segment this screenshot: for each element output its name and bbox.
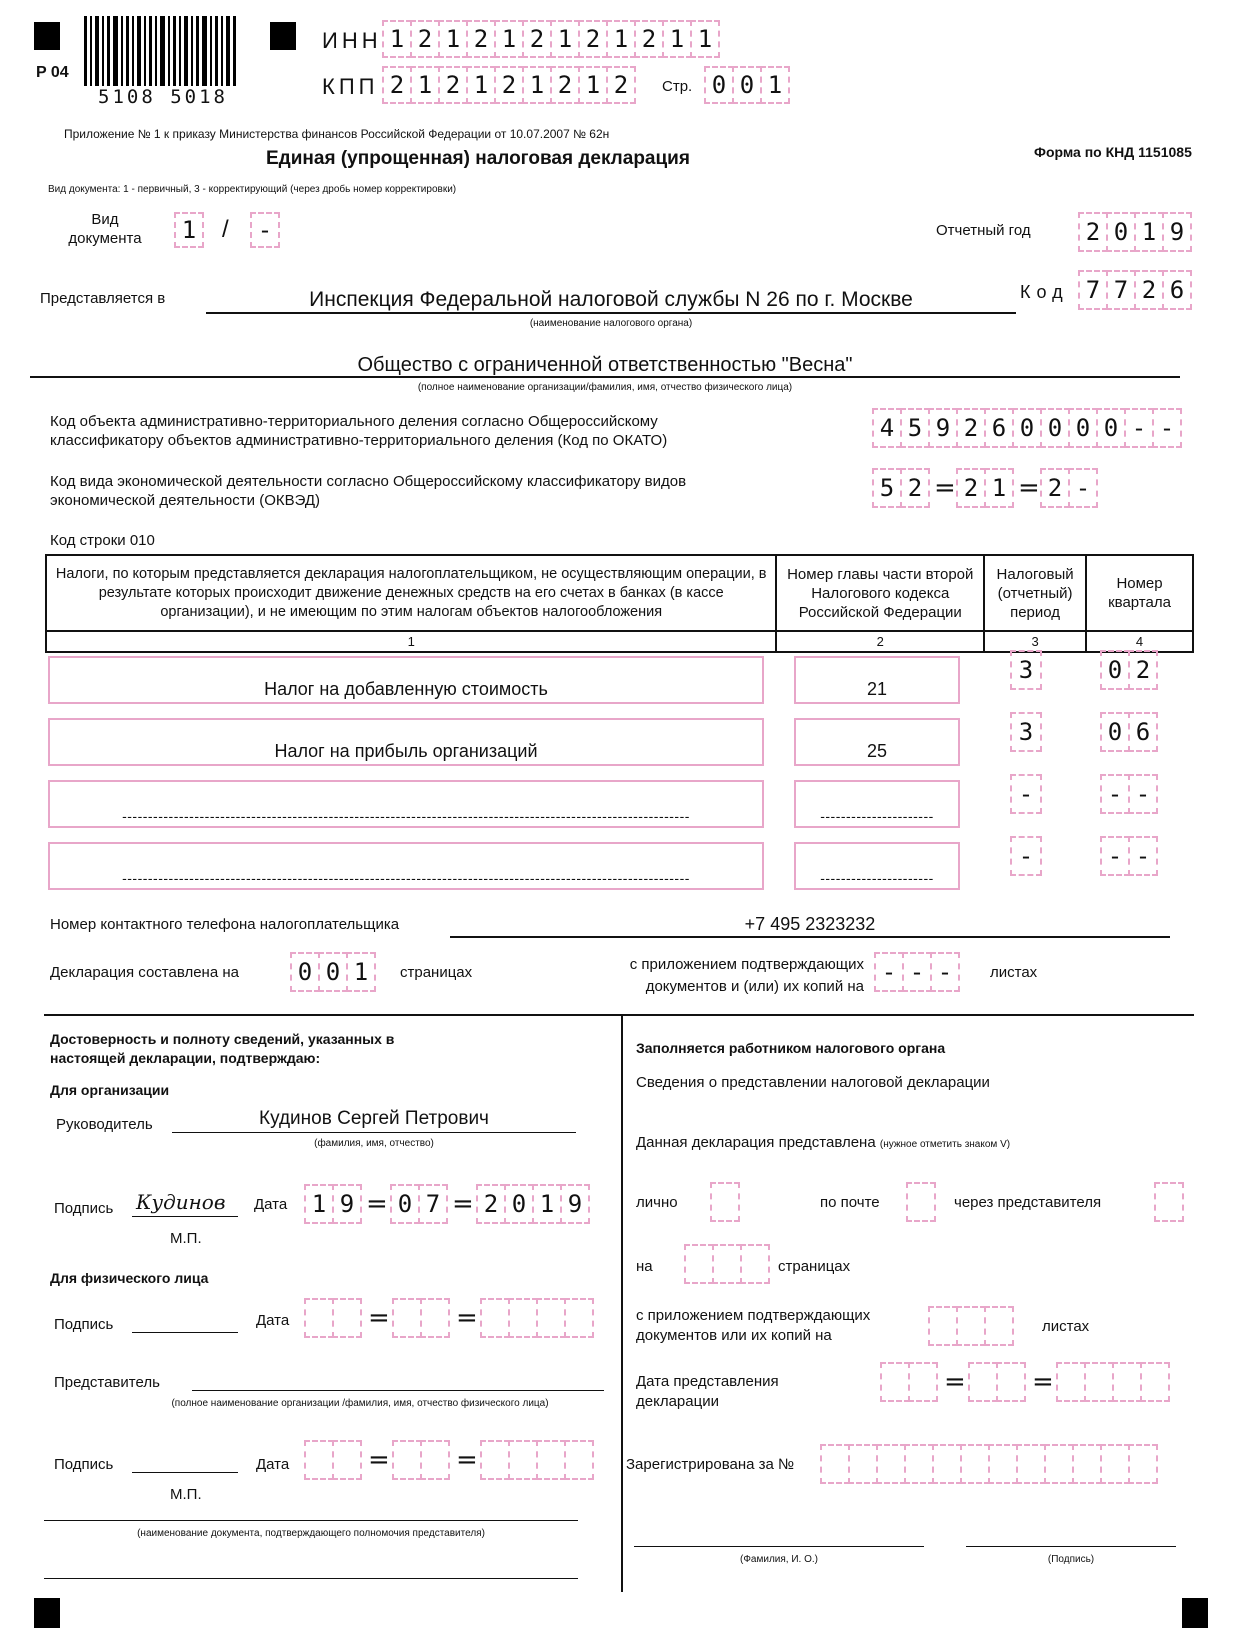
kpp-cell[interactable]: 1: [410, 66, 440, 104]
rep-underline: [192, 1390, 604, 1391]
tax-period-cell[interactable]: -: [1010, 836, 1042, 876]
okato-cell[interactable]: 0: [1012, 408, 1042, 448]
empty-digit-cell[interactable]: [996, 1362, 1026, 1402]
organization-underline: [30, 376, 1180, 378]
empty-digit-cell[interactable]: [480, 1440, 510, 1480]
col2-header: Номер главы части второй Налогового кодекса Российской Федерации: [776, 555, 984, 631]
page-cell[interactable]: 0: [704, 66, 734, 104]
section-divider: [44, 1014, 1194, 1016]
kpp-cell[interactable]: 1: [522, 66, 552, 104]
col4-number: 4: [1086, 631, 1193, 652]
tax-quarter-cell[interactable]: 0: [1100, 712, 1130, 752]
rep-sign-label: Подпись: [54, 1456, 114, 1473]
okato-cell[interactable]: 2: [956, 408, 986, 448]
kpp-cell[interactable]: 1: [466, 66, 496, 104]
tax-chapter[interactable]: ----------------------: [794, 780, 960, 828]
bottom-underline: [44, 1578, 578, 1579]
via-rep-label: через представителя: [954, 1194, 1102, 1211]
inn-cell[interactable]: 1: [494, 20, 524, 58]
pages-cell[interactable]: 1: [346, 952, 376, 992]
pages-label: Декларация составлена на: [50, 964, 239, 981]
authority-code-label: Код: [1020, 282, 1069, 302]
person-date-label: Дата: [256, 1312, 290, 1329]
date-separator: =: [368, 1445, 390, 1475]
registered-cell[interactable]: [988, 1444, 1018, 1484]
doc-underline: [44, 1520, 578, 1521]
date-cell[interactable]: 9: [560, 1184, 590, 1224]
registered-cell[interactable]: [1016, 1444, 1046, 1484]
inn-cell[interactable]: 2: [410, 20, 440, 58]
code-cell[interactable]: 7: [1078, 270, 1108, 310]
empty-digit-cell[interactable]: [880, 1362, 910, 1402]
form-title: Единая (упрощенная) налоговая декларация: [266, 148, 690, 169]
rep-sign-underline: [132, 1472, 238, 1473]
inn-cell[interactable]: 1: [438, 20, 468, 58]
in-person-label: лично: [636, 1194, 678, 1211]
kpp-cell[interactable]: 2: [438, 66, 468, 104]
inn-cell[interactable]: 2: [634, 20, 664, 58]
okato-cell[interactable]: 0: [1040, 408, 1070, 448]
okato-cell[interactable]: 6: [984, 408, 1014, 448]
doc-type-correction[interactable]: -: [250, 212, 280, 248]
date-separator: =: [456, 1303, 478, 1333]
page-cell[interactable]: 0: [732, 66, 762, 104]
tax-quarter-cell[interactable]: 0: [1100, 650, 1130, 690]
authority-name[interactable]: Инспекция Федеральной налоговой службы N 26 по г. Москве: [309, 288, 913, 311]
inn-cell[interactable]: 1: [662, 20, 692, 58]
okato-cell[interactable]: 0: [1096, 408, 1126, 448]
registered-cell[interactable]: [960, 1444, 990, 1484]
registered-cell[interactable]: [1100, 1444, 1130, 1484]
okato-cell[interactable]: 5: [900, 408, 930, 448]
okved-cell[interactable]: 2: [900, 468, 930, 508]
office-attach-cell[interactable]: [956, 1306, 986, 1346]
year-cell[interactable]: 0: [1106, 212, 1136, 252]
fio-caption: (фамилия, имя, отчество): [314, 1138, 434, 1149]
for-person-label: Для физического лица: [50, 1270, 209, 1286]
date-cell[interactable]: 0: [504, 1184, 534, 1224]
date-cell[interactable]: 7: [418, 1184, 448, 1224]
registered-cell[interactable]: [1044, 1444, 1074, 1484]
fio-sign-caption: (Фамилия, И. О.): [740, 1554, 818, 1565]
date-label: Дата: [254, 1196, 288, 1213]
date-cell[interactable]: 2: [476, 1184, 506, 1224]
empty-digit-cell[interactable]: [332, 1440, 362, 1480]
kpp-cell[interactable]: 1: [578, 66, 608, 104]
okved-label: Код вида экономической деятельности согласно Общероссийскому классификатору видов экономической деятельности (ОКВЭД): [50, 473, 687, 509]
tax-name[interactable]: --------------------------------------------------------------------------------------------------------------: [48, 842, 764, 890]
inn-cell[interactable]: 1: [550, 20, 580, 58]
tax-quarter-cell[interactable]: 6: [1128, 712, 1158, 752]
attach-cell[interactable]: -: [874, 952, 904, 992]
empty-digit-cell[interactable]: [1084, 1362, 1114, 1402]
inn-cell[interactable]: 2: [578, 20, 608, 58]
doc-type-value[interactable]: 1: [174, 212, 204, 248]
confirm-text: Достоверность и полноту сведений, указанных в настоящей декларации, подтверждаю:: [50, 1031, 395, 1066]
line-code-label: Код строки 010: [50, 532, 155, 549]
pages-unit: страницах: [400, 964, 473, 981]
office-sheets-label: листах: [1042, 1318, 1090, 1335]
empty-digit-cell[interactable]: [564, 1440, 594, 1480]
inn-cell[interactable]: 2: [466, 20, 496, 58]
okved-cell[interactable]: -: [1068, 468, 1098, 508]
via-rep-checkbox[interactable]: [1154, 1182, 1184, 1222]
empty-digit-cell[interactable]: [564, 1298, 594, 1338]
doc-type-label: Вид документа: [68, 211, 142, 247]
year-cell[interactable]: 9: [1162, 212, 1192, 252]
authority-caption: (наименование налогового органа): [529, 318, 693, 329]
tax-period-cell[interactable]: 3: [1010, 712, 1042, 752]
empty-digit-cell[interactable]: [1056, 1362, 1086, 1402]
office-attach-label: с приложением подтверждающих документов или их копий на: [636, 1307, 871, 1344]
doc-type-note: Вид документа: 1 - первичный, 3 - корректирующий (через дробь номер корректировки): [48, 184, 457, 195]
inn-cell[interactable]: 1: [606, 20, 636, 58]
empty-digit-cell[interactable]: [536, 1298, 566, 1338]
office-pages-cell[interactable]: [712, 1244, 742, 1284]
person-sign-underline: [132, 1332, 238, 1333]
office-attach-cell[interactable]: [928, 1306, 958, 1346]
year-cell[interactable]: 2: [1078, 212, 1108, 252]
by-mail-label: по почте: [820, 1194, 880, 1211]
okato-cell[interactable]: 9: [928, 408, 958, 448]
contact-phone[interactable]: +7 495 2323232: [744, 914, 876, 934]
date-cell[interactable]: 9: [332, 1184, 362, 1224]
tax-period-cell[interactable]: -: [1010, 774, 1042, 814]
okato-cell[interactable]: -: [1124, 408, 1154, 448]
on-label: на: [636, 1258, 653, 1275]
head-name[interactable]: Кудинов Сергей Петрович: [259, 1108, 489, 1129]
corner-marker-top-left: [34, 22, 60, 50]
pages-cell[interactable]: 0: [290, 952, 320, 992]
registered-label: Зарегистрирована за №: [626, 1456, 795, 1473]
head-underline: [172, 1132, 576, 1133]
knd-code: Форма по КНД 1151085: [1034, 144, 1192, 160]
kpp-cell[interactable]: 2: [606, 66, 636, 104]
empty-digit-cell[interactable]: [480, 1298, 510, 1338]
code-cell[interactable]: 2: [1134, 270, 1164, 310]
inn-label: ИНН: [322, 28, 382, 53]
page-label: Стр.: [662, 78, 693, 95]
contact-underline: [450, 936, 1170, 938]
submitted-label: [636, 1134, 1010, 1151]
empty-digit-cell[interactable]: [508, 1440, 538, 1480]
inn-cell[interactable]: 1: [382, 20, 412, 58]
empty-digit-cell[interactable]: [968, 1362, 998, 1402]
registered-cell[interactable]: [932, 1444, 962, 1484]
barcode-number: 5108 5018: [98, 86, 228, 108]
sign-underline: [132, 1216, 238, 1217]
office-info: Сведения о представлении налоговой декларации: [636, 1074, 990, 1091]
authority-underline: [206, 312, 1016, 314]
person-sign-label: Подпись: [54, 1316, 114, 1333]
tax-table-header: [45, 554, 1194, 653]
empty-digit-cell[interactable]: [420, 1440, 450, 1480]
attach-unit: листах: [990, 964, 1038, 981]
page-cell[interactable]: 1: [760, 66, 790, 104]
rep-stamp-label: М.П.: [170, 1486, 202, 1503]
tax-chapter[interactable]: ----------------------: [794, 842, 960, 890]
barcode-image: [84, 16, 240, 86]
office-attach-cell[interactable]: [984, 1306, 1014, 1346]
pages-cell[interactable]: 0: [318, 952, 348, 992]
col3-header: Налоговый (отчетный) период: [984, 555, 1086, 631]
tax-quarter-cell[interactable]: -: [1128, 836, 1158, 876]
col4-header: Номер квартала: [1086, 555, 1193, 631]
office-pages-cell[interactable]: [740, 1244, 770, 1284]
appendix-text: Приложение № 1 к приказу Министерства финансов Российской Федерации от 10.07.2007 № 62н: [64, 127, 610, 141]
empty-digit-cell[interactable]: [392, 1440, 422, 1480]
in-person-checkbox[interactable]: [710, 1182, 740, 1222]
organization-caption: (полное наименование организации/фамилия, имя, отчество физического лица): [417, 382, 793, 393]
vertical-divider: [621, 1014, 623, 1592]
tax-quarter-cell[interactable]: -: [1128, 774, 1158, 814]
okved-cell[interactable]: 2: [1040, 468, 1070, 508]
registered-cell[interactable]: [876, 1444, 906, 1484]
empty-digit-cell[interactable]: [304, 1440, 334, 1480]
sign-caption-right: (Подпись): [1047, 1554, 1095, 1565]
tax-name[interactable]: Налог на прибыль организаций: [48, 718, 764, 766]
code-cell[interactable]: 6: [1162, 270, 1192, 310]
date-separator: =: [934, 473, 956, 503]
date-cell[interactable]: 1: [304, 1184, 334, 1224]
corner-marker-bottom-right: [1182, 1598, 1208, 1628]
rep-date-label: Дата: [256, 1456, 290, 1473]
corner-marker-bottom-left: [34, 1598, 60, 1628]
organization-name[interactable]: Общество с ограниченной ответственностью "Весна": [357, 354, 853, 376]
year-cell[interactable]: 1: [1134, 212, 1164, 252]
registered-cell[interactable]: [1128, 1444, 1158, 1484]
registered-cell[interactable]: [820, 1444, 850, 1484]
code-cell[interactable]: 7: [1106, 270, 1136, 310]
okato-cell[interactable]: 4: [872, 408, 902, 448]
kpp-label: КПП: [322, 74, 379, 99]
okved-cell[interactable]: 1: [984, 468, 1014, 508]
kpp-cell[interactable]: 2: [494, 66, 524, 104]
col1-header: Налоги, по которым представляется декларация налогоплательщиком, не осуществляющим операции, в результате которых происходит движение денежных средств на его счетах в банках (в кассе организации), и не имеющим по этим налогам объектов налогообложения: [46, 555, 776, 631]
sign-label: Подпись: [54, 1200, 114, 1217]
submitted-text: Данная декларация представлена: [636, 1134, 876, 1151]
tax-chapter[interactable]: 21: [794, 656, 960, 704]
okved-cell[interactable]: 5: [872, 468, 902, 508]
date-separator: =: [944, 1367, 966, 1397]
tax-name[interactable]: Налог на добавленную стоимость: [48, 656, 764, 704]
col2-number: 2: [776, 631, 984, 652]
date-separator: =: [368, 1303, 390, 1333]
okved-cell[interactable]: 2: [956, 468, 986, 508]
registered-cell[interactable]: [904, 1444, 934, 1484]
inn-cell[interactable]: 2: [522, 20, 552, 58]
rep-label: Представитель: [54, 1374, 160, 1391]
empty-digit-cell[interactable]: [908, 1362, 938, 1402]
rep-caption: (полное наименование организации /фамилия, имя, отчество физического лица): [171, 1398, 549, 1409]
date-separator: =: [1018, 473, 1040, 503]
empty-digit-cell[interactable]: [420, 1298, 450, 1338]
empty-digit-cell[interactable]: [1140, 1362, 1170, 1402]
registered-cell[interactable]: [848, 1444, 878, 1484]
authority-label: Представляется в: [40, 290, 166, 307]
doc-caption: (наименование документа, подтверждающего полномочия представителя): [137, 1528, 485, 1539]
inn-cell[interactable]: 1: [690, 20, 720, 58]
kpp-cell[interactable]: 2: [382, 66, 412, 104]
contact-label: Номер контактного телефона налогоплательщика: [50, 916, 400, 933]
okato-label: Код объекта административно-территориального деления согласно Общероссийскому классификатору объектов административно-территориального деления (Код по ОКАТО): [50, 413, 668, 449]
date-separator: =: [452, 1189, 474, 1219]
for-org-label: Для организации: [50, 1082, 170, 1098]
date-cell[interactable]: 0: [390, 1184, 420, 1224]
okato-cell[interactable]: -: [1152, 408, 1182, 448]
corner-marker-top-mid: [270, 22, 296, 50]
col3-number: 3: [984, 631, 1086, 652]
date-separator: =: [456, 1445, 478, 1475]
office-title: Заполняется работником налогового органа: [636, 1040, 946, 1056]
attach-cell[interactable]: -: [930, 952, 960, 992]
tax-quarter-cell[interactable]: -: [1100, 836, 1130, 876]
by-mail-checkbox[interactable]: [906, 1182, 936, 1222]
col1-number: 1: [46, 631, 776, 652]
kpp-cell[interactable]: 2: [550, 66, 580, 104]
form-code-left: P 04: [36, 64, 69, 81]
date-separator: =: [1032, 1367, 1054, 1397]
empty-digit-cell[interactable]: [536, 1440, 566, 1480]
office-date-label: Дата представления декларации: [636, 1373, 779, 1410]
empty-digit-cell[interactable]: [508, 1298, 538, 1338]
year-label: Отчетный год: [936, 222, 1031, 239]
empty-digit-cell[interactable]: [392, 1298, 422, 1338]
attach-cell[interactable]: -: [902, 952, 932, 992]
empty-digit-cell[interactable]: [1112, 1362, 1142, 1402]
empty-digit-cell[interactable]: [332, 1298, 362, 1338]
stamp-label: М.П.: [170, 1230, 202, 1247]
tax-chapter[interactable]: 25: [794, 718, 960, 766]
doc-type-slash: /: [222, 216, 229, 243]
okato-cell[interactable]: 0: [1068, 408, 1098, 448]
signature[interactable]: Кудинов: [136, 1190, 226, 1214]
submitted-note: (нужное отметить знаком V): [879, 1139, 1011, 1150]
head-label: Руководитель: [56, 1116, 153, 1133]
tax-quarter-cell[interactable]: 2: [1128, 650, 1158, 690]
office-pages-unit: страницах: [778, 1258, 851, 1275]
sign-underline-right: [966, 1546, 1176, 1547]
attach-label: с приложением подтверждающих документов и (или) их копий на: [629, 956, 864, 995]
empty-digit-cell[interactable]: [304, 1298, 334, 1338]
tax-name[interactable]: --------------------------------------------------------------------------------------------------------------: [48, 780, 764, 828]
tax-period-cell[interactable]: 3: [1010, 650, 1042, 690]
tax-quarter-cell[interactable]: -: [1100, 774, 1130, 814]
fio-underline: [634, 1546, 924, 1547]
registered-cell[interactable]: [1072, 1444, 1102, 1484]
date-separator: =: [366, 1189, 388, 1219]
date-cell[interactable]: 1: [532, 1184, 562, 1224]
office-pages-cell[interactable]: [684, 1244, 714, 1284]
